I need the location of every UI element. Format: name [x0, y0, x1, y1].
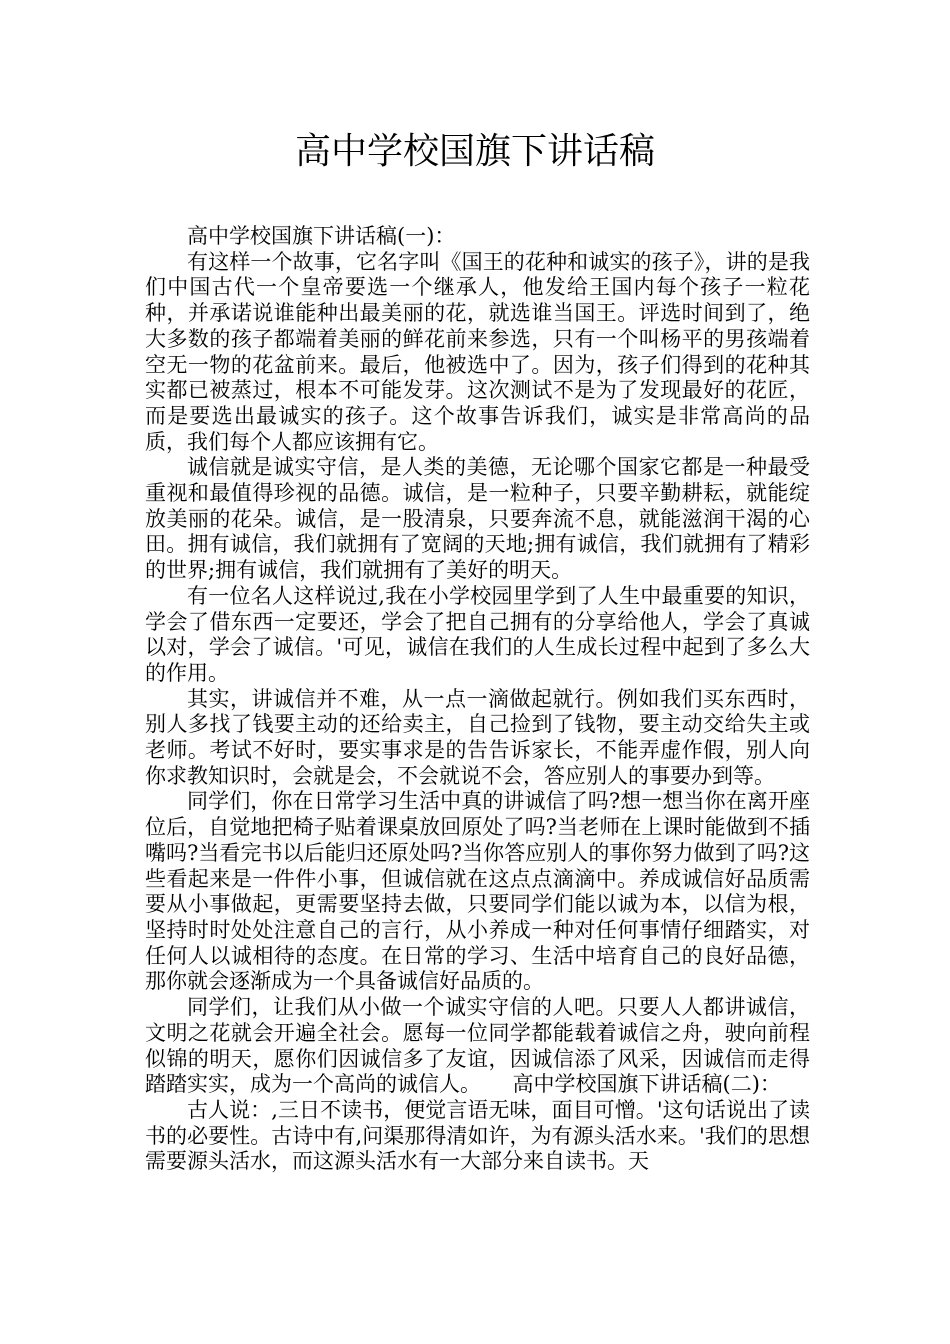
- paragraph: 其实，讲诚信并不难，从一点一滴做起就行。例如我们买东西时，别人多找了钱要主动的还给卖主，自己捡到了钱物，要主动交给失主或老师。考试不好时，要实事求是的告告诉家长，不能弄虚作假，别人向你求教知识时，会就是会，不会就说不会，答应别人的事要办到等。: [145, 686, 810, 788]
- document-title: 高中学校国旗下讲话稿: [294, 131, 655, 172]
- document-body: [145, 224, 810, 1175]
- paragraph: 有一位名人这样说过,我在小学校园里学到了人生中最重要的知识，学会了借东西一定要还，学会了把自己拥有的分享给他人，学会了真诚以对，学会了诚信。'可见，诚信在我们的人生成长过程中起到了多么大的作用。: [145, 583, 810, 685]
- paragraph: 有这样一个故事，它名字叫《国王的花种和诚实的孩子》，讲的是我们中国古代一个皇帝要选一个继承人，他发给王国内每个孩子一粒花种，并承诺说谁能种出最美丽的花，就选谁当国王。评选时间到了，绝大多数的孩子都端着美丽的鲜花前来参选，只有一个叫杨平的男孩端着空无一物的花盆前来。最后，他被选中了。因为，孩子们得到的花种其实都已被蒸过，根本不可能发芽。这次测试不是为了发现最好的花匠，而是要选出最诚实的孩子。这个故事告诉我们，诚实是非常高尚的品质，我们每个人都应该拥有它。: [145, 249, 810, 454]
- paragraph: 古人说：,三日不读书，便觉言语无味，面目可憎。'这句话说出了读书的必要性。古诗中有,问渠那得清如许，为有源头活水来。'我们的思想需要源头活水，而这源头活水有一大部分来自读书。天: [145, 1097, 810, 1174]
- paragraph: 同学们，你在日常学习生活中真的讲诚信了吗?想一想当你在离开座位后，自觉地把椅子贴着课桌放回原处了吗?当老师在上课时能做到不插嘴吗?当看完书以后能归还原处吗?当你答应别人的事你努力做到了吗?这些看起来是一件件小事，但诚信就在这点点滴滴中。养成诚信好品质需要从小事做起，更需要坚持去做，只要同学们能以诚为本，以信为根，坚持时时处处注意自己的言行，从小养成一种对任何事情仔细踏实，对任何人以诚相待的态度。在日常的学习、生活中培育自己的良好品德，那你就会逐渐成为一个具备诚信好品质的。: [145, 789, 810, 994]
- paragraph: 诚信就是诚实守信，是人类的美德，无论哪个国家它都是一种最受重视和最值得珍视的品德。诚信，是一粒种子，只要辛勤耕耘，就能绽放美丽的花朵。诚信，是一股清泉，只要奔流不息，就能滋润干渴的心田。拥有诚信，我们就拥有了宽阔的天地;拥有诚信，我们就拥有了精彩的世界;拥有诚信，我们就拥有了美好的明天。: [145, 455, 810, 583]
- paragraph-heading-one: 高中学校国旗下讲话稿(一)：: [187, 224, 456, 248]
- paragraph: 同学们，让我们从小做一个诚实守信的人吧。只要人人都讲诚信，文明之花就会开遍全社会。愿每一位同学都能载着诚信之舟，驶向前程似锦的明天，愿你们因诚信多了友谊，因诚信添了风采，因诚信而走得踏踏实实，成为一个高尚的诚信人。 高中学校国旗下讲话稿(二)：: [145, 995, 810, 1097]
